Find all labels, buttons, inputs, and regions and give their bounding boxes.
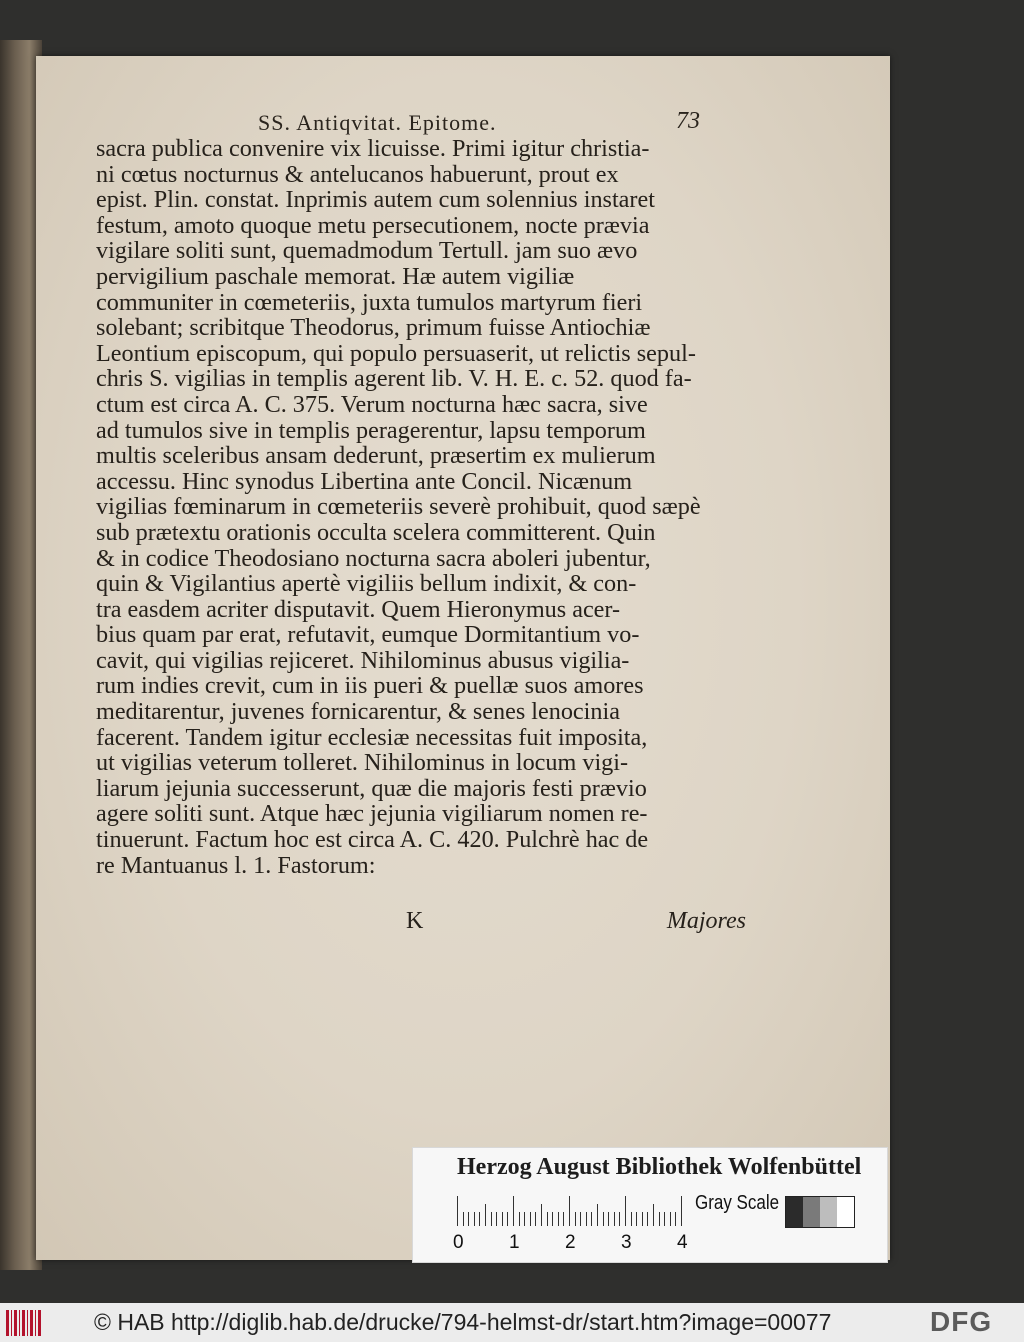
gray-swatch [803,1197,820,1227]
scale-tick [558,1212,559,1226]
text-line: vigilias fœminarum in cœmeteriis severè prohibuit, quod sæpè [96,493,701,521]
text-line: meditarentur, juvenes fornicarentur, & senes lenocinia [96,698,620,726]
scale-tick [636,1212,637,1226]
scale-tick [681,1196,682,1226]
gray-swatch [820,1197,837,1227]
catchword: Majores [666,908,746,934]
text-line: solebant; scribitque Theodorus, primum fuisse Antiochiæ [96,314,651,342]
scale-tick [642,1212,643,1226]
text-line: tinuerunt. Factum hoc est circa A. C. 420. Pulchrè hac de [96,826,649,854]
scale-tick [591,1212,592,1226]
scale-tick [580,1212,581,1226]
scale-tick [502,1212,503,1226]
scale-number: 4 [677,1232,688,1253]
scale-numbers [453,1232,713,1254]
running-head-title: SS. Antiqvitat. Epitome. [258,110,497,135]
scale-ruler [457,1196,689,1226]
page-footer-line [96,908,746,938]
scale-tick [675,1212,676,1226]
scale-tick [619,1212,620,1226]
scale-tick [614,1212,615,1226]
scale-tick [474,1212,475,1226]
body-text [96,136,736,878]
text-line: sub prætextu orationis occulta scelera committerent. Quin [96,518,656,546]
text-line: ut vigilias veterum tolleret. Nihilominus in locum vigi- [96,749,629,777]
text-line: bius quam par erat, refutavit, eumque Dormitantium vo- [96,621,640,649]
scale-tick [519,1212,520,1226]
text-line: accessu. Hinc synodus Libertina ante Concil. Nicænum [96,467,633,495]
text-line: agere soliti sunt. Atque hæc jejunia vigiliarum nomen re- [96,800,648,828]
credit-link[interactable]: © HAB http://diglib.hab.de/drucke/794-helmst-dr/start.htm?image=00077 [94,1309,832,1335]
scale-tick [647,1212,648,1226]
page-number: 73 [676,108,700,134]
scale-tick [491,1212,492,1226]
text-line: communiter in cœmeteriis, juxta tumulos martyrum fieri [96,288,643,316]
text-line: tra easdem acriter disputavit. Quem Hieronymus acer- [96,595,621,623]
footer-bar [0,1303,1024,1342]
text-line: ad tumulos sive in templis peragerentur, lapsu temporum [96,416,646,444]
scale-tick [541,1204,542,1226]
scale-tick [608,1212,609,1226]
scale-tick [664,1212,665,1226]
scale-tick [530,1212,531,1226]
scale-tick [631,1212,632,1226]
text-line: quin & Vigilantius apertè vigiliis bellum indixit, & con- [96,570,637,598]
text-line: epist. Plin. constat. Inprimis autem cum solennius instaret [96,186,655,214]
institution-name: Herzog August Bibliothek Wolfenbüttel [457,1154,862,1180]
scale-tick [479,1212,480,1226]
scale-tick [575,1212,576,1226]
hab-barcode-icon [6,1310,42,1336]
text-line: ni cœtus nocturnus & antelucanos habuerunt, prout ex [96,160,619,188]
color-scale-card [412,1147,888,1263]
scale-tick [625,1196,626,1226]
scale-tick [586,1212,587,1226]
text-line: rum indies crevit, cum in iis pueri & puellæ suos amores [96,672,644,700]
scale-tick [457,1196,458,1226]
scale-tick [552,1212,553,1226]
scale-tick [659,1212,660,1226]
scale-tick [513,1196,514,1226]
scale-tick [563,1212,564,1226]
text-line: Leontium episcopum, qui populo persuaserit, ut relictis sepul- [96,339,696,367]
text-line: ctum est circa A. C. 375. Verum nocturna hæc sacra, sive [96,390,648,418]
gray-scale-label: Gray Scale [695,1192,780,1214]
text-line: chris S. vigilias in templis agerent lib. V. H. E. c. 52. quod fa- [96,365,692,393]
text-line: multis sceleribus ansam dederunt, præsertim ex mulierum [96,442,656,470]
scale-tick [468,1212,469,1226]
book-page [36,56,890,1260]
dfg-logo: DFG [930,1306,993,1337]
gray-swatch [786,1197,803,1227]
scale-tick [670,1212,671,1226]
scale-tick [507,1212,508,1226]
signature-mark: K [406,908,424,934]
gray-scale-swatches [785,1196,855,1228]
text-line: pervigilium paschale memorat. Hæ autem vigiliæ [96,262,575,290]
scale-tick [603,1212,604,1226]
scale-tick [524,1212,525,1226]
gray-swatch [837,1197,854,1227]
scale-number: 0 [453,1232,464,1253]
text-line: sacra publica convenire vix licuisse. Primi igitur christia- [96,135,650,162]
text-line: cavit, qui vigilias rejiceret. Nihilominus abusus vigilia- [96,646,630,674]
text-line: re Mantuanus l. 1. Fastorum: [96,851,376,879]
scale-number: 1 [509,1232,520,1253]
scale-tick [535,1212,536,1226]
scale-number: 3 [621,1232,632,1253]
scale-number: 2 [565,1232,576,1253]
scale-tick [597,1204,598,1226]
scale-tick [569,1196,570,1226]
scale-tick [463,1212,464,1226]
text-line: & in codice Theodosiano nocturna sacra aboleri jubentur, [96,544,651,572]
text-line: liarum jejunia successerunt, quæ die majoris festi prævio [96,774,647,802]
scale-tick [485,1204,486,1226]
text-line: vigilare soliti sunt, quemadmodum Tertull. jam suo ævo [96,237,638,265]
scale-tick [496,1212,497,1226]
text-line: facerent. Tandem igitur ecclesiæ necessitas fuit imposita, [96,723,648,751]
text-line: festum, amoto quoque metu persecutionem, nocte prævia [96,211,650,239]
scale-tick [653,1204,654,1226]
scale-tick [547,1212,548,1226]
